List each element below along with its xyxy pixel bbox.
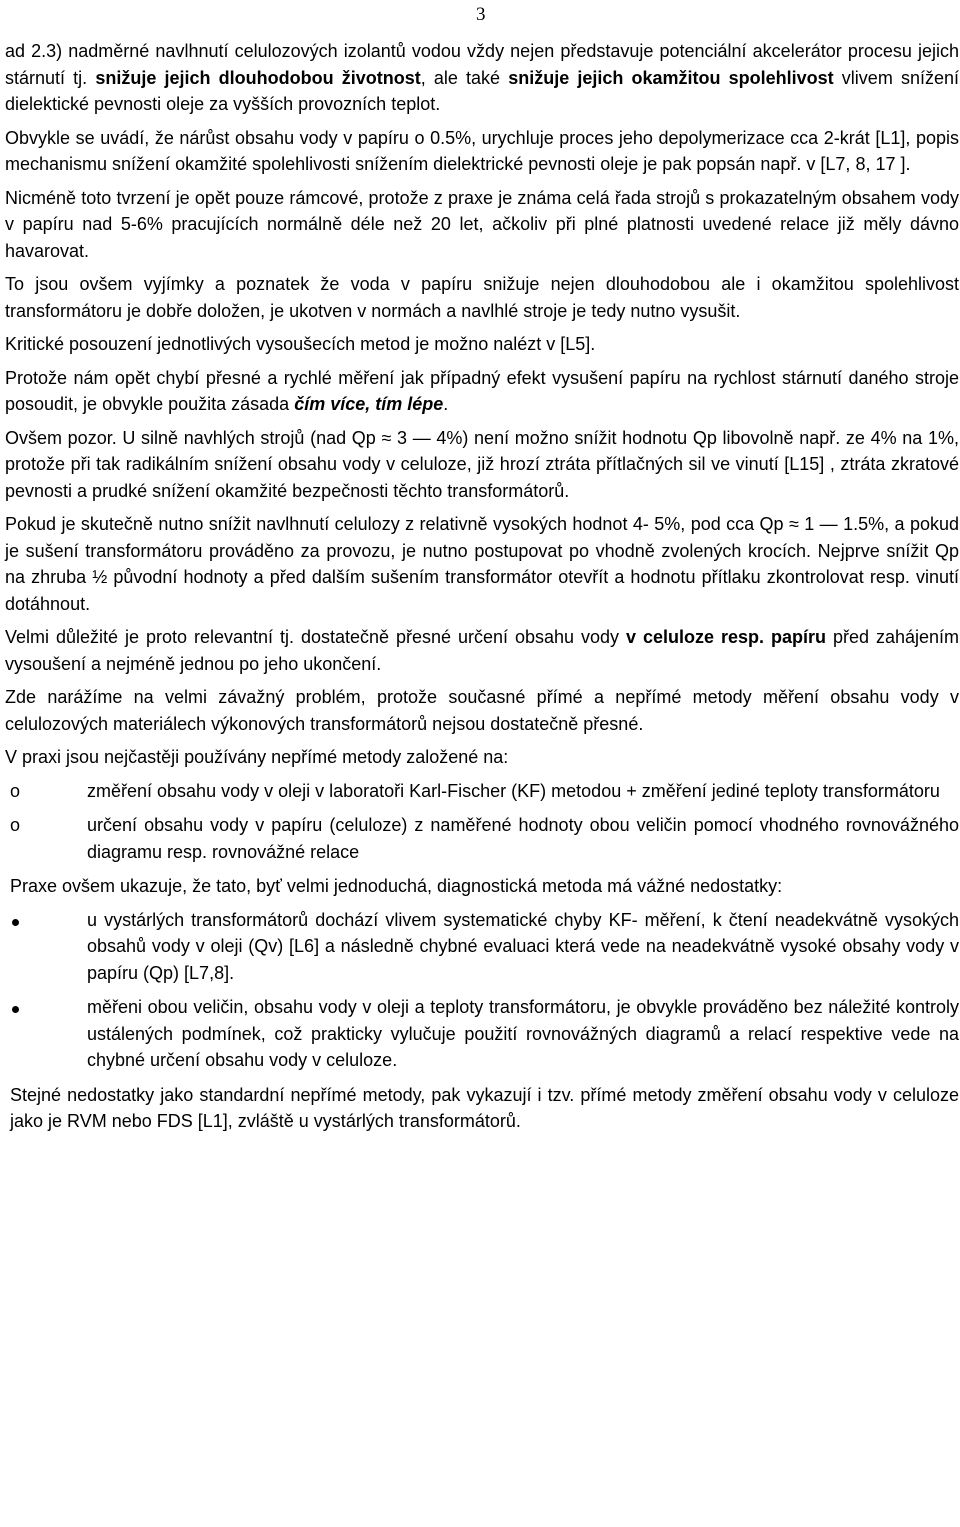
bullet-icon — [5, 994, 25, 1021]
paragraph-12: Praxe ovšem ukazuje, že tato, byť velmi jednoduchá, diagnostická metoda má vážné nedostatky: — [10, 876, 783, 896]
bullet-icon — [5, 907, 25, 934]
paragraph-9 — [5, 624, 959, 677]
list-marker: o — [9, 780, 20, 801]
paragraph-6-emphasis: čím více, tím lépe — [294, 394, 444, 414]
paragraph-10: Zde narážíme na velmi závažný problém, protože současné přímé a nepřímé metody měření obsahu vody v celulozových materiálech výkonových transformátorů nejsou dostatečně přesné. — [5, 687, 959, 734]
paragraph-ad-2-3 — [5, 38, 959, 118]
intro-text-mid: , ale také — [420, 67, 509, 88]
page-number: 3 — [476, 4, 486, 25]
paragraph-7: Ovšem pozor. U silně navhlých strojů (nad Qp ≈ 3 — 4%) není možno snížit hodnotu Qp libovolně např. ze 4% na 1%, protože při tak radikálním snížení obsahu vody v celuloze, již hrozí ztráta přítlačných sil ve vinutí [L15] , ztráta zkratové pevnosti a prudké snížení okamžité bezpečnosti těchto transformátorů. — [5, 427, 959, 501]
paragraph-11: V praxi jsou nejčastěji používány nepřímé metody založené na: — [5, 747, 509, 767]
paragraph-3: Nicméně toto tvrzení je opět pouze rámcové, protože z praxe je známa celá řada strojů s prokazatelným obsahem vody v papíru nad 5-6% pracujících normálně déle než 20 let, ačkoliv při plné platnosti uvedené relace již měly dávno havarovat. — [5, 187, 959, 261]
list-item — [5, 994, 959, 1074]
methods-list — [5, 778, 959, 866]
paragraph-8: Pokud je skutečně nutno snížit navlhnutí celulozy z relativně vysokých hodnot 4- 5%, pod cca Qp ≈ 1 — 1.5%, a pokud je sušení transformátoru prováděno za provozu, je nutno postupovat po vhodně zvolených krocích. Nejprve snížit Qp na zhruba ½ původní hodnoty a před dalším sušením transformátor otevřít a hodnotu přítlaku zkontrolovat resp. vinutí dotáhnout. — [5, 514, 959, 614]
paragraph-6 — [5, 365, 959, 418]
paragraph-2: Obvykle se uvádí, že nárůst obsahu vody v papíru o 0.5%, urychluje proces jeho depolymerizace cca 2-krát [L1], popis mechanismu snížení okamžité spolehlivosti snížením dielektrické pevnosti oleje je pak popsán např. v [L7, 8, 17 ]. — [5, 127, 959, 174]
list-item — [5, 812, 959, 865]
intro-bold-2: snižuje jejich okamžitou spolehlivost — [508, 67, 834, 88]
list-item-text: měřeni obou veličin, obsahu vody v oleji a teploty transformátoru, je obvykle prováděno bez náležité kontroly ustálených podmínek, což prakticky vylučuje použití rovnovážných diagramů a relací respektive vede na chybné určení obsahu vody v celuloze. — [87, 997, 959, 1070]
paragraph-6-text: Protože nám opět chybí přesné a rychlé měření jak případný efekt vysušení papíru na rychlost stárnutí daného stroje posoudit, je obvykle použita zásada — [5, 367, 959, 414]
intro-text-end: vlivem snížení dielektické pevnosti oleje za vyšších provozních teplot. — [5, 67, 959, 114]
paragraph-9-end: před zahájením vysoušení a nejméně jednou po jeho ukončení. — [5, 627, 959, 674]
list-item — [5, 907, 959, 987]
issues-list — [5, 907, 959, 1074]
paragraph-9-bold: v celuloze resp. papíru — [626, 627, 826, 647]
intro-bold-1: snižuje jejich dlouhodobou životnost — [95, 67, 421, 88]
paragraph-6-end: . — [443, 394, 449, 414]
list-item-text: určení obsahu vody v papíru (celuloze) z naměřené hodnoty obou veličin pomocí vhodného rovnovážného diagramu resp. rovnovážné relace — [87, 815, 959, 862]
list-item-text: u vystárlých transformátorů dochází vlivem systematické chyby KF- měření, k čtení neadekvátně vysokých obsahů vody v oleji (Qv) [L6] a následně chybné evaluaci která vede na neadekvátně vysoké obsahy vody v papíru (Qp) [L7,8]. — [87, 909, 959, 983]
list-marker: o — [9, 815, 20, 835]
paragraph-4: To jsou ovšem vyjímky a poznatek že voda v papíru snižuje nejen dlouhodobou ale i okamžitou spolehlivost transformátoru je dobře doložen, je ukotven v normách a navlhlé stroje je tedy nutno vysušit. — [5, 274, 959, 321]
document-body — [5, 38, 959, 1142]
paragraph-13: Stejné nedostatky jako standardní nepřímé metody, pak vykazují i tzv. přímé metody změření obsahu vody v celuloze jako je RVM nebo FDS [L1], zvláště u vystárlých transformátorů. — [10, 1084, 959, 1131]
paragraph-9-text: Velmi důležité je proto relevantní tj. dostatečně přesné určení obsahu vody — [5, 627, 627, 647]
list-item-text: změření obsahu vody v oleji v laboratoři Karl-Fischer (KF) metodou + změření jediné teploty transformátoru — [87, 780, 940, 801]
intro-text: ad 2.3) nadměrné navlhnutí celulozových izolantů vodou vždy nejen představuje potenciální akcelerátor procesu jejich stárnutí tj. — [5, 41, 959, 88]
list-item — [5, 778, 959, 805]
paragraph-5: Kritické posouzení jednotlivých vysoušecích metod je možno nalézt v [L5]. — [5, 334, 596, 354]
